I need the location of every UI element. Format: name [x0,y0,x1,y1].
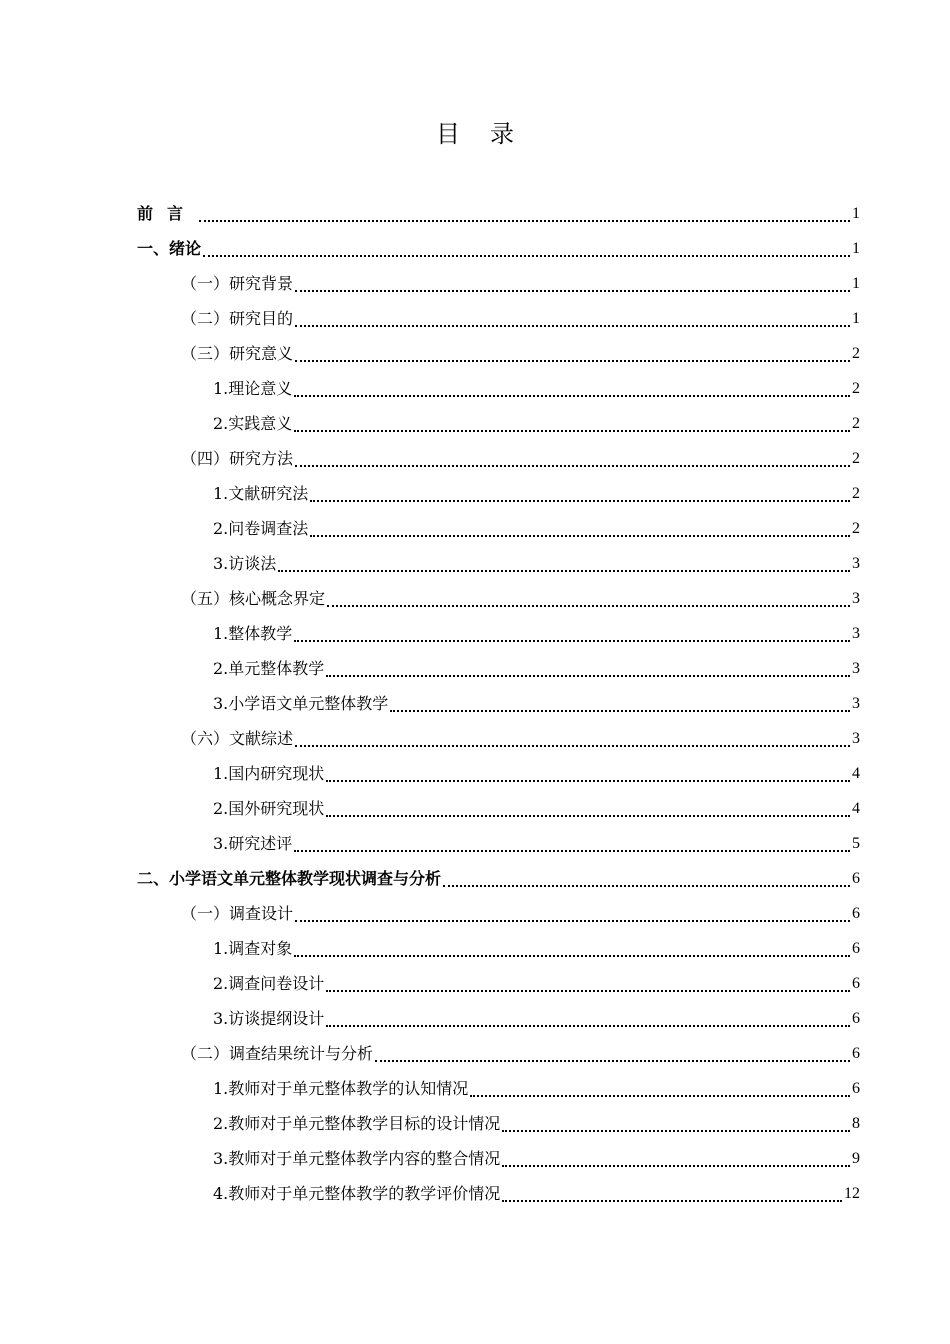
toc-entry[interactable] [137,266,860,301]
toc-entry[interactable] [137,406,860,441]
toc-dot-leader [375,1059,850,1062]
toc-entry-label: 2.调查问卷设计 [213,974,325,993]
toc-entry-label: （二）调查结果统计与分析 [181,1044,374,1063]
toc-entry-label: 2.单元整体教学 [213,659,325,678]
toc-entry-page-number: 4 [852,765,860,782]
toc-dot-leader [294,429,850,432]
toc-dot-leader [203,254,850,257]
toc-entry[interactable] [137,196,860,231]
toc-entry-page-number: 5 [852,835,860,852]
toc-entry[interactable] [137,616,860,651]
toc-dot-leader [310,534,850,537]
toc-entry-label: 3.小学语文单元整体教学 [213,694,389,713]
toc-dot-leader [443,884,850,887]
toc-dot-leader [295,464,850,467]
toc-entry[interactable] [137,896,860,931]
toc-entry-page-number: 3 [852,625,860,642]
toc-entry-page-number: 2 [852,450,860,467]
toc-dot-leader [502,1164,850,1167]
toc-entry-page-number: 3 [852,660,860,677]
toc-entry-label: 1.文献研究法 [213,484,309,503]
toc-dot-leader [502,1129,850,1132]
toc-entry[interactable] [137,511,860,546]
toc-entry[interactable] [137,966,860,1001]
toc-entry[interactable] [137,1036,860,1071]
toc-entry-page-number: 8 [852,1115,860,1132]
toc-entry-label: 2.问卷调查法 [213,519,309,538]
toc-entry-page-number: 6 [852,1010,860,1027]
toc-entry[interactable] [137,1141,860,1176]
toc-entry-page-number: 6 [852,940,860,957]
toc-dot-leader [502,1199,842,1202]
toc-entry[interactable] [137,721,860,756]
toc-dot-leader [326,989,850,992]
toc-dot-leader [294,954,850,957]
toc-entry[interactable] [137,791,860,826]
toc-entry-page-number: 3 [852,555,860,572]
toc-entry-page-number: 2 [852,415,860,432]
toc-entry-label: 2.实践意义 [213,414,293,433]
toc-entry-label: （一）研究背景 [181,274,294,293]
toc-entry-label: （一）调查设计 [181,904,294,923]
toc-entry-page-number: 6 [852,905,860,922]
toc-entry-label: 二、小学语文单元整体教学现状调查与分析 [137,869,442,888]
toc-entry[interactable] [137,1106,860,1141]
toc-dot-leader [278,569,850,572]
toc-entry-page-number: 4 [852,800,860,817]
toc-entry[interactable] [137,581,860,616]
toc-entry[interactable] [137,931,860,966]
toc-dot-leader [295,324,850,327]
toc-dot-leader [326,779,850,782]
toc-entry-page-number: 6 [852,870,860,887]
toc-entry[interactable] [137,826,860,861]
toc-entry-page-number: 2 [852,380,860,397]
toc-dot-leader [326,814,850,817]
toc-entry-page-number: 1 [852,205,860,222]
toc-entry-page-number: 9 [852,1150,860,1167]
toc-dot-leader [295,289,850,292]
toc-entry[interactable] [137,686,860,721]
toc-entry[interactable] [137,1071,860,1106]
toc-dot-leader [310,499,850,502]
toc-entry[interactable] [137,301,860,336]
toc-dot-leader [295,744,850,747]
toc-entry-label: （四）研究方法 [181,449,294,468]
toc-entry-page-number: 3 [852,730,860,747]
toc-entry-label: 3.访谈法 [213,554,277,573]
toc-entry-label: 2.教师对于单元整体教学目标的设计情况 [213,1114,501,1133]
toc-dot-leader [295,919,850,922]
toc-entry-page-number: 3 [852,590,860,607]
toc-dot-leader [326,674,850,677]
toc-entry[interactable] [137,1001,860,1036]
toc-entry-page-number: 12 [844,1185,860,1202]
toc-entry-page-number: 2 [852,485,860,502]
toc-entry[interactable] [137,476,860,511]
toc-entry-label: 前言 [137,204,198,223]
toc-entry-label: （三）研究意义 [181,344,294,363]
toc-entry-label: 3.教师对于单元整体教学内容的整合情况 [213,1149,501,1168]
toc-dot-leader [390,709,850,712]
toc-entry[interactable] [137,1176,860,1211]
toc-entry[interactable] [137,756,860,791]
toc-entry-label: 2.国外研究现状 [213,799,325,818]
toc-entry-page-number: 1 [852,240,860,257]
toc-entry-page-number: 3 [852,695,860,712]
toc-dot-leader [294,639,850,642]
toc-entry-label: 3.访谈提纲设计 [213,1009,325,1028]
toc-entry-label: （六）文献综述 [181,729,294,748]
toc-dot-leader [470,1094,850,1097]
toc-entry[interactable] [137,231,860,266]
toc-entry-label: 一、绪论 [137,239,202,258]
toc-entry-page-number: 2 [852,520,860,537]
toc-dot-leader [295,359,850,362]
toc-entry-label: 1.整体教学 [213,624,293,643]
toc-entry-label: 1.调查对象 [213,939,293,958]
toc-dot-leader [327,604,850,607]
toc-dot-leader [326,1024,850,1027]
toc-entry-page-number: 1 [852,310,860,327]
toc-entry-page-number: 6 [852,975,860,992]
toc-entry[interactable] [137,371,860,406]
page-title: 目录 [436,120,544,148]
toc-dot-leader [294,849,850,852]
toc-entry[interactable] [137,861,860,896]
toc-entry-page-number: 6 [852,1080,860,1097]
toc-entry-label: 1.教师对于单元整体教学的认知情况 [213,1079,469,1098]
toc-dot-leader [294,394,850,397]
toc-entry[interactable] [137,441,860,476]
toc-entry-label: 1.国内研究现状 [213,764,325,783]
toc-entry-page-number: 2 [852,345,860,362]
toc-entry-page-number: 1 [852,275,860,292]
table-of-contents [137,196,860,1211]
toc-entry-label: （五）核心概念界定 [181,589,326,608]
toc-entry-label: 3.研究述评 [213,834,293,853]
toc-entry-label: 4.教师对于单元整体教学的教学评价情况 [213,1184,501,1203]
toc-entry[interactable] [137,546,860,581]
toc-entry[interactable] [137,651,860,686]
toc-entry-page-number: 6 [852,1045,860,1062]
toc-entry-label: 1.理论意义 [213,379,293,398]
toc-entry[interactable] [137,336,860,371]
toc-entry-label: （二）研究目的 [181,309,294,328]
toc-dot-leader [199,219,850,222]
